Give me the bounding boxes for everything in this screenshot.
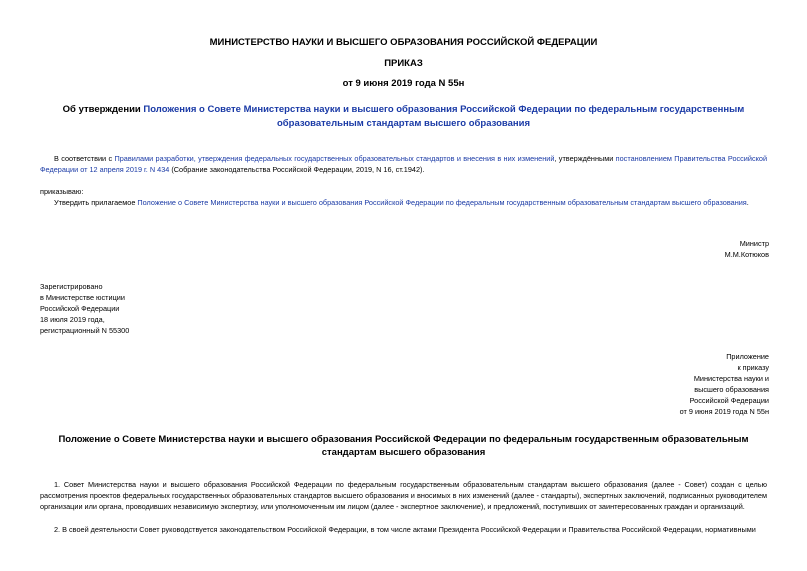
rules-link[interactable]: Правилами разработки, утверждения федеральных государственных образовательных стандартов и внесения в них изменений <box>114 154 555 163</box>
regulation-paragraph-1: 1. Совет Министерства науки и высшего образования Российской Федерации по федеральным государственным образовательным стандартам высшего образования (далее - Совет) создан с целью рассмотрения проектов федеральных государственных образовательных стандартов высшего образования и вносимых в них изменений (далее - стандарты), экспертных заключений, подписанных руководителем организации или органа, проводивших независимую экспертизу, или уполномоченным им лицом (далее - экспертное заключение), и предложений, поступивших от заинтересованных граждан и организаций. <box>40 480 767 511</box>
appendix-block <box>680 351 769 417</box>
registration-line: Российской Федерации <box>40 304 120 313</box>
appendix-line: Министерства науки и <box>693 374 769 383</box>
registration-line: в Министерстве юстиции <box>40 293 125 302</box>
approved-regulation-link[interactable]: Положение о Совете Министерства науки и высшего образования Российской Федерации по федеральным государственным образовательным стандартам высшего образования <box>137 198 747 207</box>
preamble-text-2: , утверждёнными <box>554 154 616 163</box>
document-date-number: от 9 июня 2019 года N 55н <box>342 78 465 89</box>
order-word: приказываю: <box>40 187 84 196</box>
regulation-paragraph-2: 2. В своей деятельности Совет руководствуется законодательством Российской Федерации, в том числе актами Президента Российской Федерации и Правительства Российской Федерации, нормативными <box>54 525 756 534</box>
appendix-line: высшего образования <box>694 385 769 394</box>
signature-name: М.М.Котюков <box>724 250 769 259</box>
appendix-line: Приложение <box>726 352 769 361</box>
title-regulation-link[interactable]: Положения о Совете Министерства науки и высшего образования Российской Федерации по федеральным государственным образовательным стандартам высшего образования <box>143 104 745 129</box>
government-decree-link[interactable]: постановлением Правительства Российской Федерации от 12 апреля 2019 г. N 434 <box>40 154 768 174</box>
approve-prefix: Утвердить прилагаемое <box>54 198 138 207</box>
registration-block <box>40 281 129 336</box>
document-type: ПРИКАЗ <box>384 58 423 69</box>
regulation-title: Положение о Совете Министерства науки и высшего образования Российской Федерации по федеральным государственным образовательным стандартам высшего образования <box>58 434 749 458</box>
approve-suffix: . <box>746 198 749 207</box>
approve-paragraph <box>40 197 767 208</box>
preamble-paragraph <box>40 153 767 175</box>
signature-position: Министр <box>739 239 769 248</box>
appendix-line: Российской Федерации <box>689 396 769 405</box>
registration-line: 18 июля 2019 года, <box>40 315 105 324</box>
preamble-text-3: (Собрание законодательства Российской Федерации, 2019, N 16, ст.1942). <box>169 165 425 174</box>
appendix-line: от 9 июня 2019 года N 55н <box>679 407 769 416</box>
preamble-text-1: В соответствии с <box>54 154 115 163</box>
registration-line: Зарегистрировано <box>40 282 103 291</box>
appendix-line: к приказу <box>737 363 769 372</box>
document-title <box>40 103 767 131</box>
title-prefix: Об утверждении <box>62 104 144 115</box>
ministry-heading: МИНИСТЕРСТВО НАУКИ И ВЫСШЕГО ОБРАЗОВАНИЯ РОССИЙСКОЙ ФЕДЕРАЦИИ <box>209 37 598 48</box>
signature-block <box>725 238 769 260</box>
registration-line: регистрационный N 55300 <box>40 326 130 335</box>
